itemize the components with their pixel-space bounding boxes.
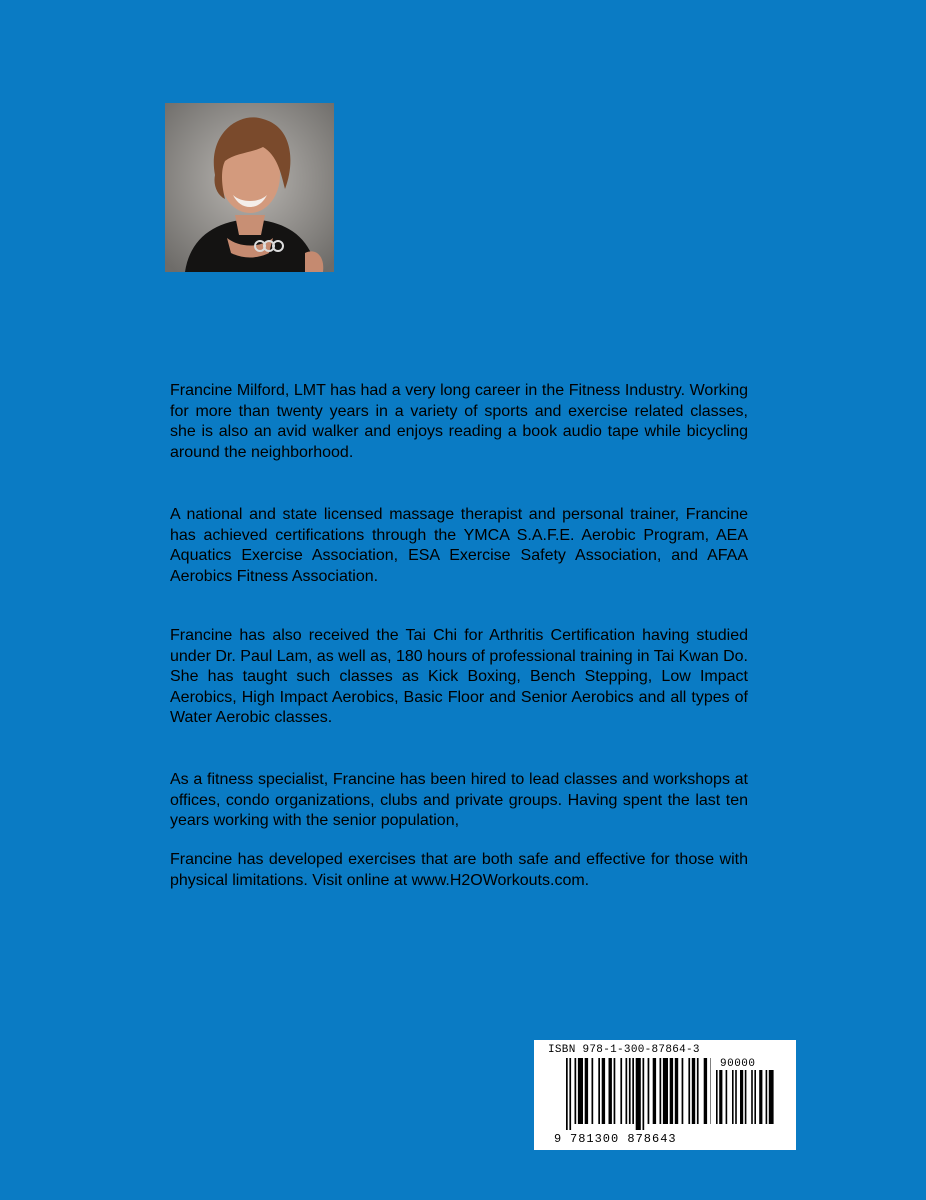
isbn-barcode xyxy=(534,1040,796,1150)
barcode-first-digit: 9 xyxy=(554,1132,562,1146)
isbn-label: ISBN 978-1-300-87864-3 xyxy=(548,1044,700,1056)
bio-paragraph-fitness-specialist: As a fitness specialist, Francine has been hired to lead classes and workshops at offices, condo organizations, clubs and private groups. Having spent the last ten years working with the senior population, xyxy=(170,771,748,829)
barcode-addon-bars xyxy=(716,1070,778,1130)
bio-paragraph-certifications: A national and state licensed massage therapist and personal trainer, Francine has achieved certifications through the YMCA S.A.F.E. Aerobic Program, AEA Aquatics Exercise Association, ESA Exercise Safety Association, and AFAA Aerobics Fitness Association. xyxy=(170,506,748,585)
barcode-addon-digits: 90000 xyxy=(720,1058,756,1070)
author-photo xyxy=(165,103,334,272)
barcode-main-digits: 781300 878643 xyxy=(570,1132,677,1146)
bio-paragraph-career: Francine Milford, LMT has had a very long career in the Fitness Industry. Working for more than twenty years in a variety of sports and exercise related classes, she is also an avid walker and enjoys reading a book audio tape while bicycling around the neighborhood. xyxy=(170,382,748,461)
bio-paragraph-exercises: Francine has developed exercises that are both safe and effective for those with physical limitations. Visit online at www.H2OWorkouts.com. xyxy=(170,851,748,889)
bio-paragraph-tai-chi: Francine has also received the Tai Chi for Arthritis Certification having studied under Dr. Paul Lam, as well as, 180 hours of professional training in Tai Kwan Do. She has taught such classes as Kick Boxing, Bench Stepping, Low Impact Aerobics, High Impact Aerobics, Basic Floor and Senior Aerobics and all types of Water Aerobic classes. xyxy=(170,627,748,726)
barcode-bars xyxy=(566,1058,711,1130)
author-portrait-image xyxy=(165,103,334,272)
